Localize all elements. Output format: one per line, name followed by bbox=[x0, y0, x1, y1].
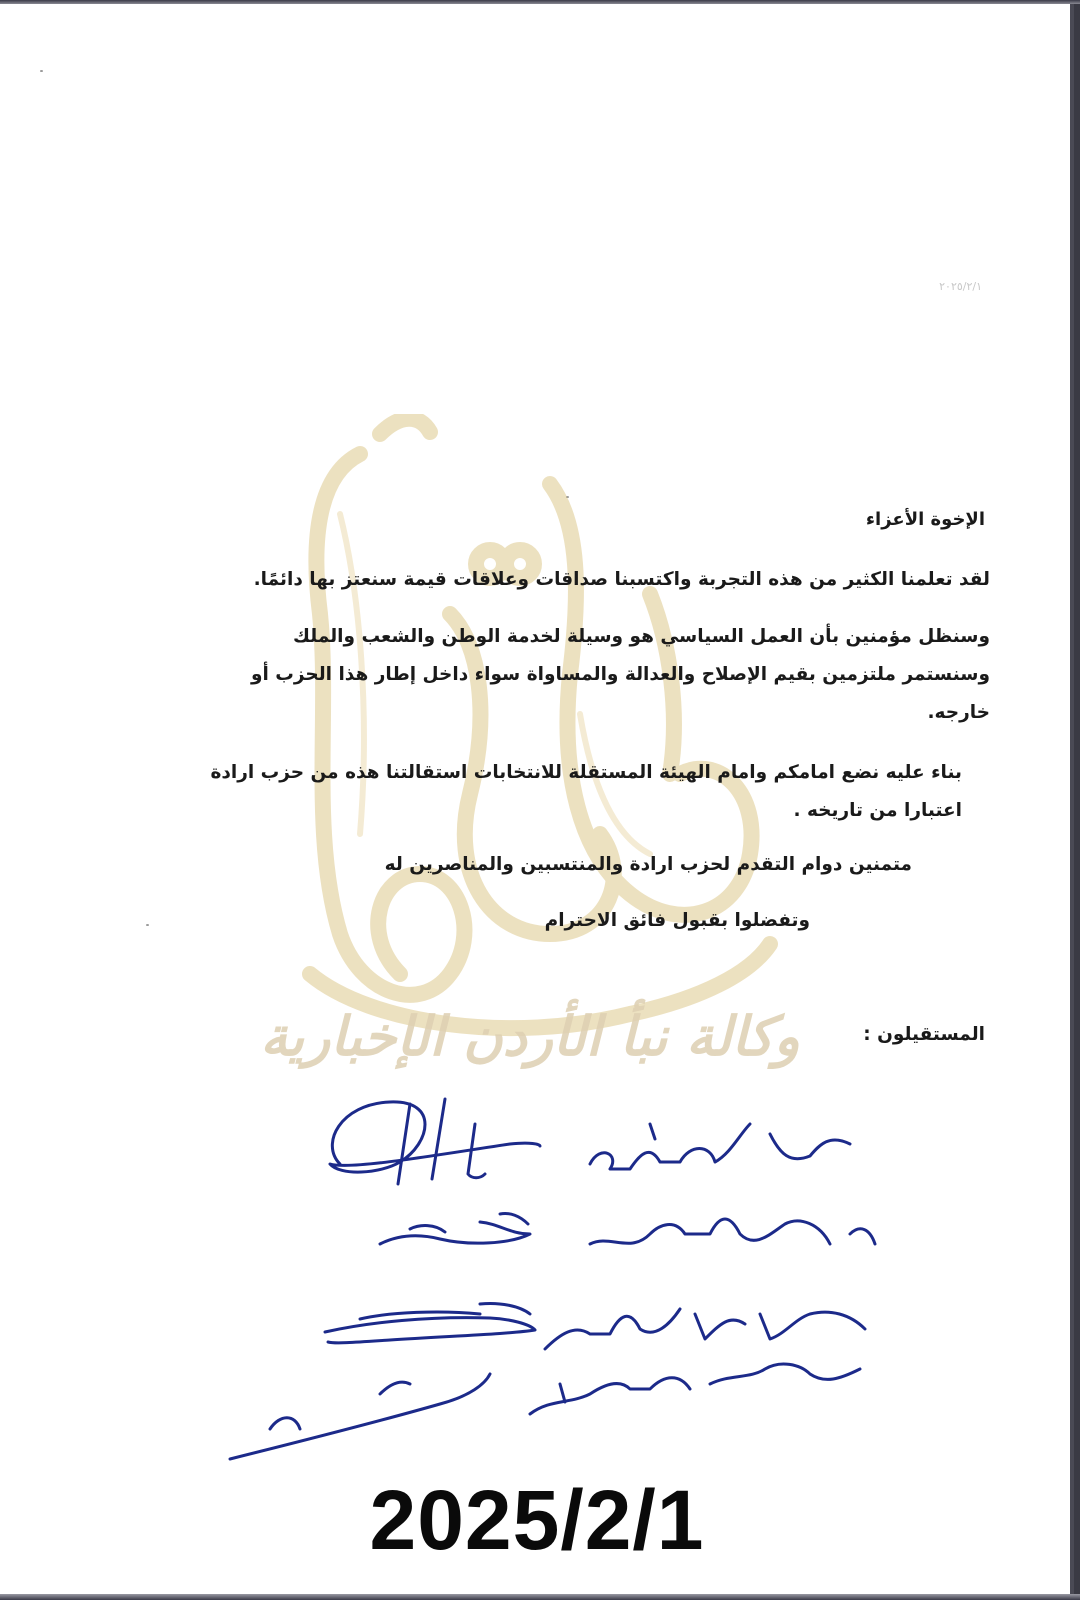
resigners-label: المستقيلون : bbox=[863, 1024, 985, 1045]
scan-speck bbox=[146, 924, 149, 926]
bottom-edge bbox=[0, 1594, 1080, 1600]
signatory-1-handwriting bbox=[590, 1124, 850, 1169]
signatory-4-handwriting bbox=[530, 1364, 860, 1414]
signatory-3-handwriting bbox=[545, 1309, 865, 1349]
paragraph-3-line-1: بناء عليه نضع امامكم وامام الهيئة المستقلة للانتخابات استقالتنا هذه من حزب ارادة bbox=[210, 762, 962, 783]
closing-line: وتفضلوا بقبول فائق الاحترام bbox=[544, 910, 810, 931]
watermark-logo bbox=[250, 414, 810, 1094]
faint-reference-number: ٢٠٢٥/٢/١ bbox=[939, 280, 982, 293]
paragraph-1: لقد تعلمنا الكثير من هذه التجربة واكتسبنا صداقات وعلاقات قيمة سنعتز بها دائمًا. bbox=[253, 569, 990, 590]
paragraph-2-line-1: وسنظل مؤمنين بأن العمل السياسي هو وسيلة لخدمة الوطن والشعب والملك bbox=[293, 626, 990, 647]
watermark-text: وكالة نبأ الأردن الإخبارية bbox=[260, 1004, 800, 1068]
paragraph-2-line-3: خارجه. bbox=[927, 702, 990, 723]
greeting: الإخوة الأعزاء bbox=[865, 509, 985, 530]
signature-4-mark bbox=[230, 1374, 490, 1459]
scan-speck bbox=[40, 70, 43, 72]
document-date: 2025/2/1 bbox=[369, 1473, 705, 1567]
scan-speck bbox=[566, 496, 569, 498]
signature-3-mark bbox=[325, 1303, 535, 1342]
paragraph-4: متمنين دوام التقدم لحزب ارادة والمنتسبين والمناصرين له bbox=[384, 854, 912, 875]
signature-1-mark bbox=[330, 1099, 540, 1184]
signatory-2-handwriting bbox=[590, 1219, 875, 1244]
paragraph-2-line-2: وسنستمر ملتزمين بقيم الإصلاح والعدالة والمساواة سواء داخل إطار هذا الحزب أو bbox=[251, 664, 990, 685]
signature-2-mark bbox=[380, 1213, 530, 1244]
paragraph-3-line-2: اعتبارا من تاريخه . bbox=[793, 800, 962, 821]
signature-block bbox=[210, 1084, 890, 1484]
letter-page bbox=[0, 4, 1074, 1594]
